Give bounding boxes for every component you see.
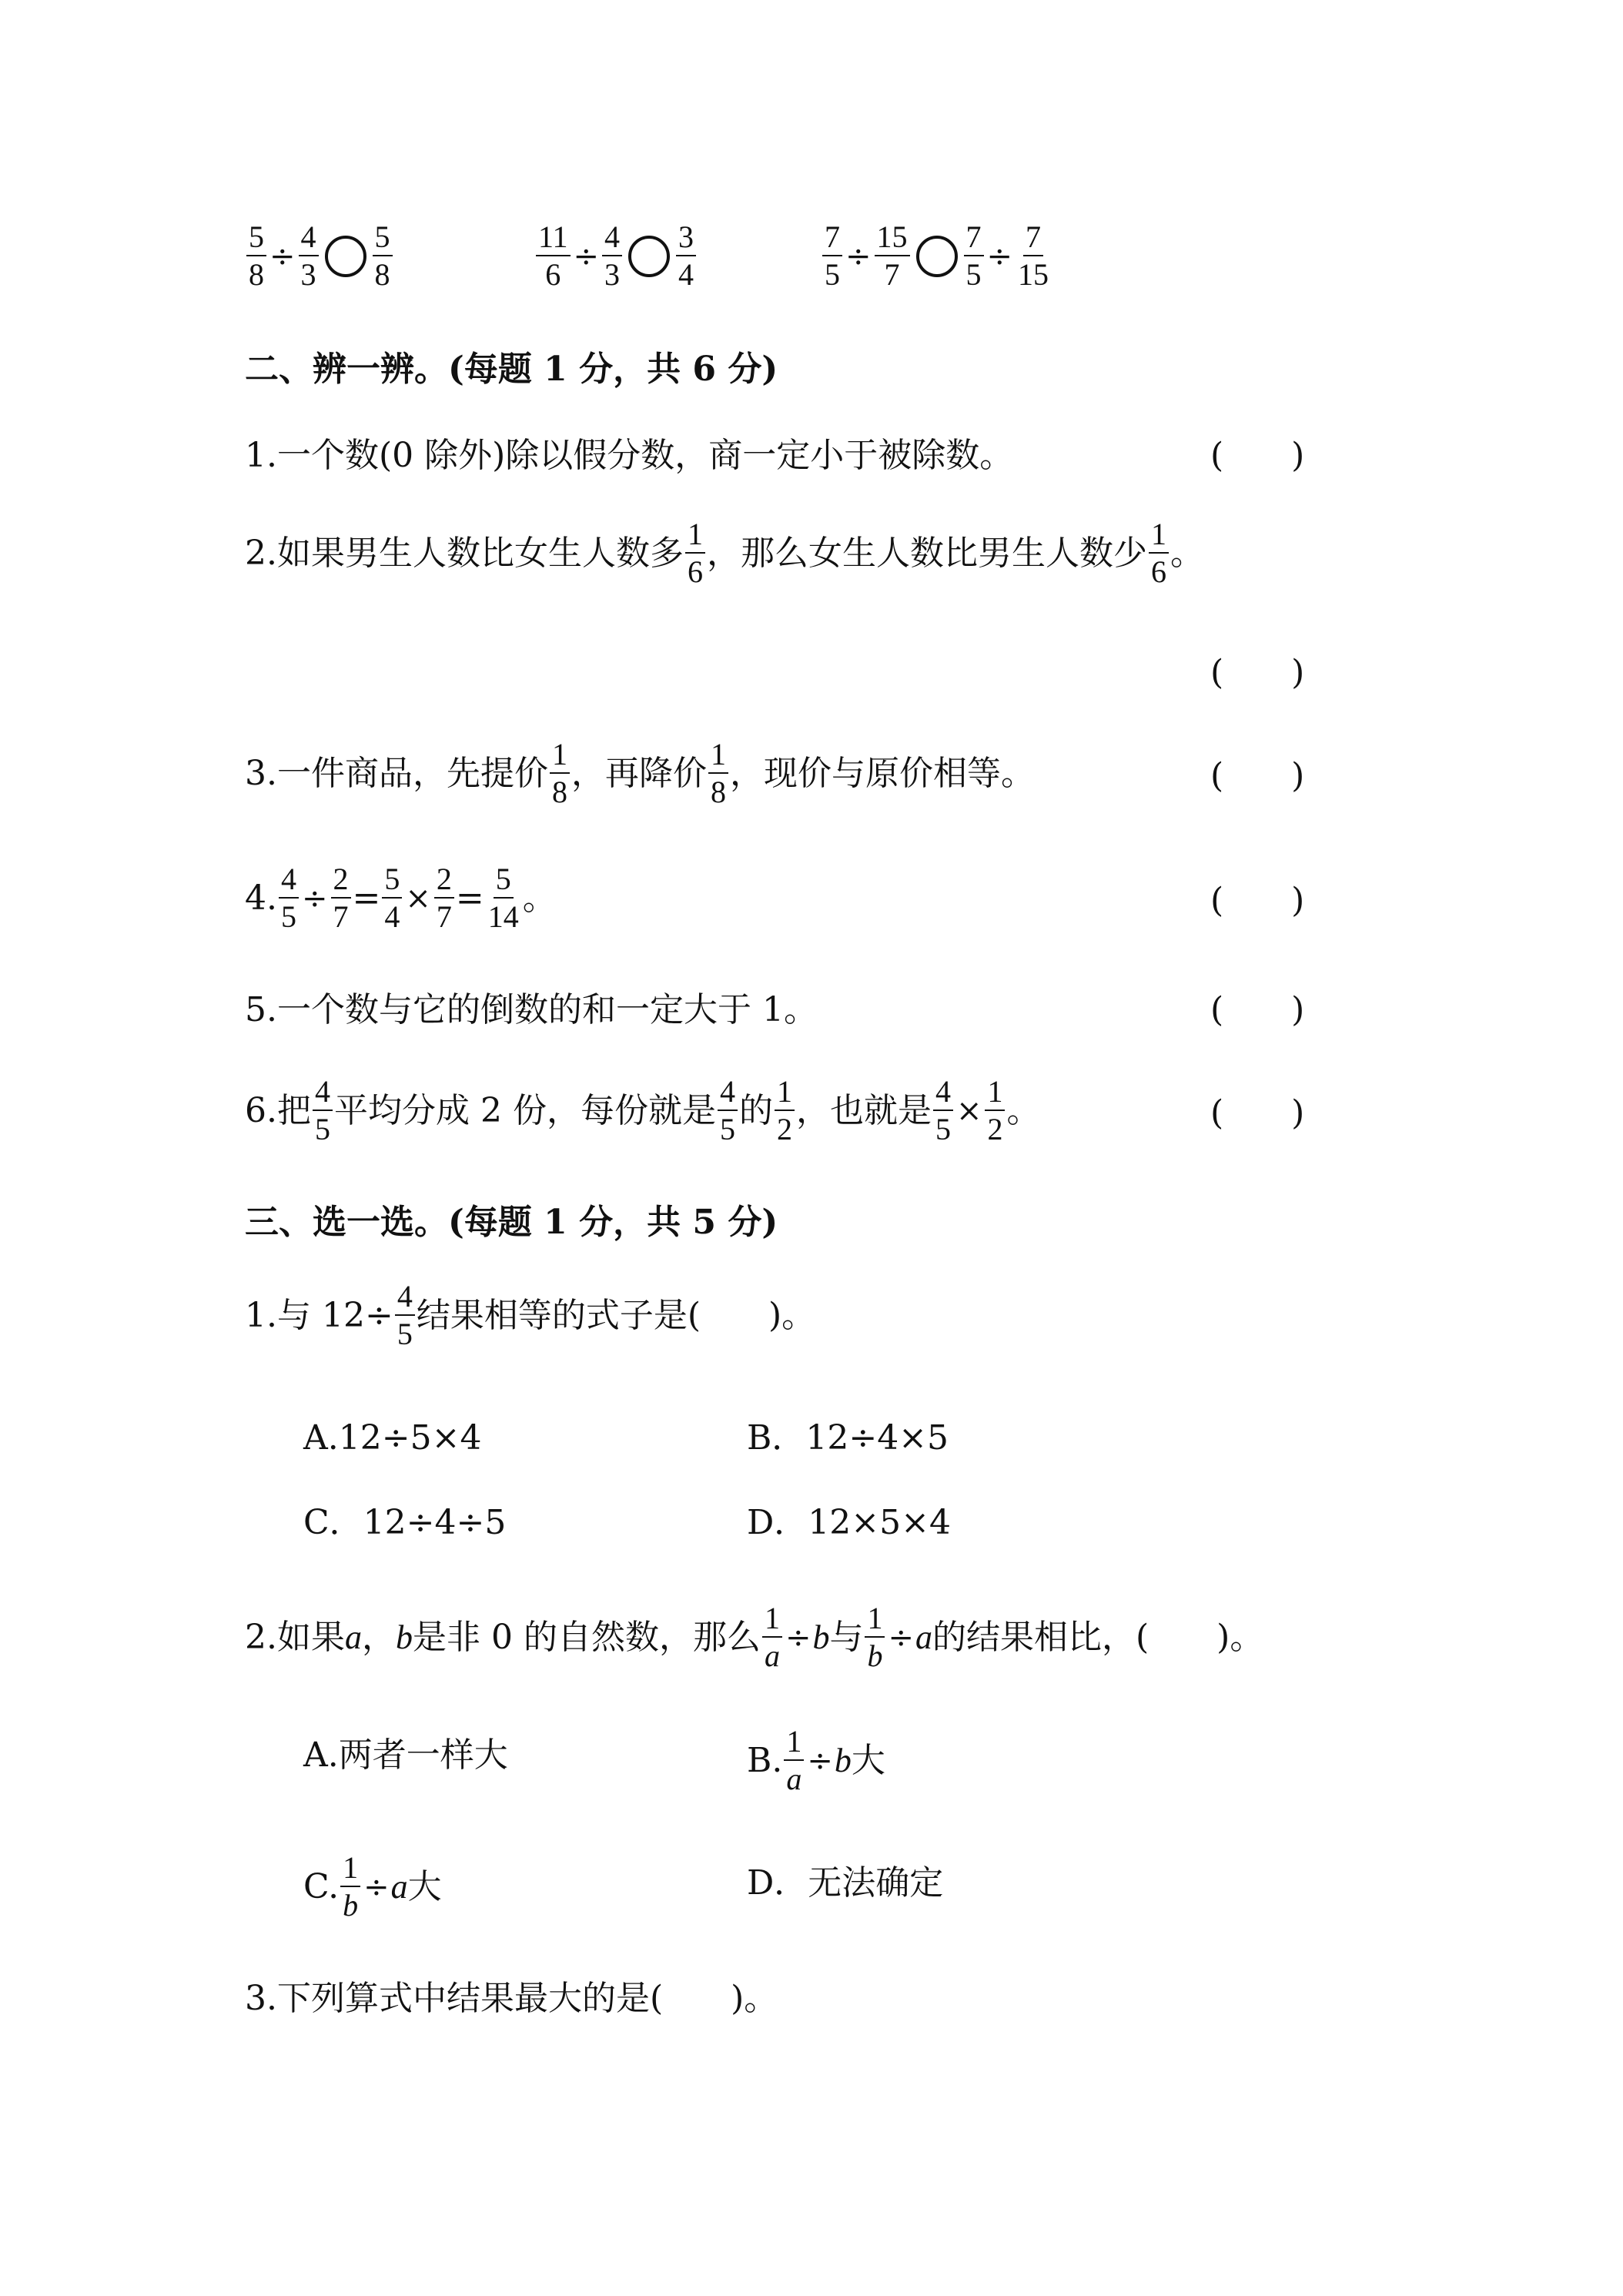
divide-sign: ÷ <box>986 238 1013 274</box>
answer-circle-blank[interactable] <box>628 236 670 277</box>
question-text: 2.如果男生人数比女生人数多 $\frac{1}{6}$ ，那么女生人数比男生人数少 $\frac{1}{6}$ 。 <box>245 517 1204 589</box>
fraction: $\frac{15}{7}$ <box>875 222 910 290</box>
fraction: $\frac{11}{6}$ <box>536 222 571 290</box>
fraction: $\frac{4}{5}$ <box>395 1281 415 1350</box>
fraction: $\frac{2}{7}$ <box>331 864 351 932</box>
option-b[interactable]: B. $\frac{1}{a}$ ÷ b 大 <box>747 1724 885 1796</box>
fraction: $\frac{3}{4}$ <box>676 222 696 290</box>
fraction: $\frac{5}{8}$ <box>373 222 393 290</box>
compare-item-1 <box>245 219 394 292</box>
fraction: $\frac{1}{6}$ <box>685 519 705 587</box>
option-a[interactable]: A.两者一样大 <box>303 1735 508 1775</box>
compare-item-2 <box>534 219 698 292</box>
fraction: $\frac{1}{a}$ <box>762 1603 782 1672</box>
option-c[interactable]: C. $\frac{1}{b}$ ÷ a 大 <box>303 1850 442 1923</box>
fraction: $\frac{2}{7}$ <box>434 864 454 932</box>
question-text: 2.如果 a ， b 是非 0 的自然数，那么 $\frac{1}{a}$ ÷ b 与 $\frac{1}{b}$ ÷ a 的结果相比，( )。 <box>245 1601 1264 1673</box>
fraction: $\frac{5}{8}$ <box>246 222 266 290</box>
fraction: $\frac{4}{5}$ <box>718 1076 738 1145</box>
answer-circle-blank[interactable] <box>325 236 366 277</box>
section-heading: 二、辨一辨。(每题 1 分，共 6 分) <box>245 350 778 389</box>
option-d[interactable]: D．无法确定 <box>747 1863 944 1903</box>
answer-blank[interactable]: ( ) <box>1210 756 1305 795</box>
fraction: $\frac{4}{5}$ <box>313 1076 333 1145</box>
option-d[interactable]: D．12×5×4 <box>747 1503 951 1542</box>
divide-sign: ÷ <box>269 238 296 274</box>
fraction: $\frac{4}{3}$ <box>602 222 622 290</box>
answer-blank[interactable]: ( ) <box>1210 881 1305 920</box>
fraction: $\frac{1}{8}$ <box>708 739 728 808</box>
answer-circle-blank[interactable] <box>916 236 958 277</box>
divide-sign: ÷ <box>573 238 600 274</box>
option-b[interactable]: B．12÷4×5 <box>747 1418 949 1458</box>
fraction: $\frac{5}{4}$ <box>382 864 402 932</box>
option-c[interactable]: C．12÷4÷5 <box>303 1503 507 1542</box>
fraction: $\frac{1}{6}$ <box>1149 519 1169 587</box>
option-a[interactable]: A.12÷5×4 <box>303 1418 482 1458</box>
fraction: $\frac{4}{3}$ <box>299 222 319 290</box>
fraction: $\frac{5}{14}$ <box>487 862 519 934</box>
answer-blank[interactable]: ( ) <box>1210 653 1305 692</box>
question-text: 1.与 12÷ $\frac{4}{5}$ 结果相等的式子是( )。 <box>245 1279 816 1351</box>
answer-blank[interactable]: ( ) <box>1210 1093 1305 1133</box>
answer-blank[interactable]: ( ) <box>1210 990 1305 1029</box>
section-heading: 三、选一选。(每题 1 分，共 5 分) <box>245 1203 778 1242</box>
question-text: 3.一件商品，先提价 $\frac{1}{8}$ ，再降价 $\frac{1}{8}$ ，现价与原价相等。 <box>245 737 1035 809</box>
fraction: $\frac{1}{2}$ <box>985 1076 1005 1145</box>
question-text: 4. $\frac{4}{5}$ ÷ $\frac{2}{7}$ = $\frac{5}{4}$ × $\frac{2}{7}$ = $\frac{5}{14}$ 。 <box>245 862 557 934</box>
question-text: 1.一个数(0 除外)除以假分数，商一定小于被除数。 <box>245 436 1014 475</box>
question-text: 5.一个数与它的倒数的和一定大于 1。 <box>245 990 818 1029</box>
answer-blank[interactable]: ( ) <box>1210 436 1305 475</box>
fraction: $\frac{1}{a}$ <box>784 1726 804 1795</box>
fraction: $\frac{7}{5}$ <box>964 222 984 290</box>
fraction: $\frac{1}{8}$ <box>550 739 570 808</box>
fraction: $\frac{1}{2}$ <box>775 1076 795 1145</box>
fraction: $\frac{4}{5}$ <box>933 1076 953 1145</box>
fraction: $\frac{1}{b}$ <box>865 1603 885 1672</box>
fraction: $\frac{7}{15}$ <box>1018 219 1049 292</box>
compare-item-3 <box>821 219 1052 292</box>
question-text: 6.把 $\frac{4}{5}$ 平均分成 2 份，每份就是 $\frac{4}{5}$ 的 $\frac{1}{2}$ ，也就是 $\frac{4}{5}$ × $\frac{1}{2}$ 。 <box>245 1074 1041 1146</box>
fraction: $\frac{7}{5}$ <box>822 222 842 290</box>
fraction: $\frac{1}{b}$ <box>340 1853 360 1921</box>
fraction: $\frac{4}{5}$ <box>279 864 299 932</box>
question-text: 3.下列算式中结果最大的是( )。 <box>245 1979 778 2018</box>
divide-sign: ÷ <box>845 238 872 274</box>
